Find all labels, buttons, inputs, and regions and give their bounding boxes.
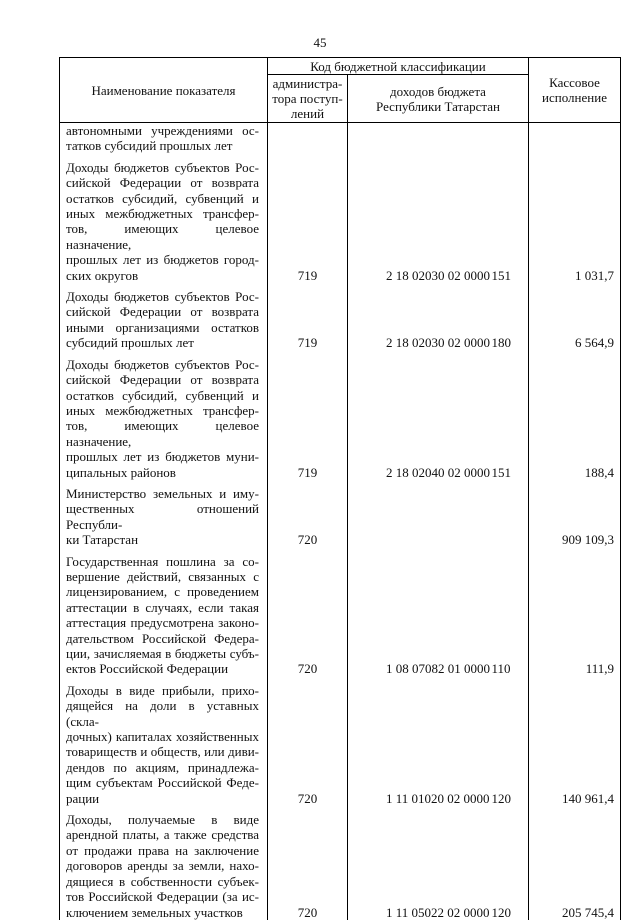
page-number: 45 (313, 35, 327, 50)
execution-amount: 909 109,3 (529, 480, 621, 548)
table-row (60, 806, 621, 920)
income-subcode (478, 480, 529, 548)
admin-code: 720 (268, 806, 348, 920)
income-code: 1 11 01020 02 0000 (348, 677, 478, 806)
header-execution: Кассовое исполнение (529, 58, 621, 123)
admin-code: 720 (268, 677, 348, 806)
table-row (60, 351, 621, 480)
income-code: 2 18 02030 02 0000 (348, 154, 478, 283)
execution-amount: 188,4 (529, 351, 621, 480)
table-body (60, 123, 621, 920)
indicator-name: Доходы, получаемые в виде арендной платы, а также средства от продажи права на заключение договоров аренды за земли, нахо- дящиеся в собственности субъек- тов Российской Федерации (за ис- ключением земельных участков (60, 806, 268, 920)
table-row (60, 480, 621, 548)
execution-amount: 205 745,4 (529, 806, 621, 920)
table-row (60, 283, 621, 351)
indicator-name: автономными учреждениями ос- татков субсидий прошлых лет (60, 123, 268, 154)
income-code (348, 123, 478, 154)
admin-code: 720 (268, 480, 348, 548)
admin-code: 719 (268, 283, 348, 351)
income-code: 1 08 07082 01 0000 (348, 548, 478, 677)
execution-amount: 140 961,4 (529, 677, 621, 806)
income-subcode: 180 (478, 283, 529, 351)
execution-amount: 111,9 (529, 548, 621, 677)
indicator-name: Министерство земельных и иму- щественных отношений Республи- ки Татарстан (60, 480, 268, 548)
indicator-name: Доходы бюджетов субъектов Рос- сийской Федерации от возврата остатков субсидий, субвенций и иных межбюджетных трансфер- тов, имеющих целевое назначение, прошлых лет из бюджетов муни- ципальных районов (60, 351, 268, 480)
revenue-table (59, 57, 621, 920)
table-row (60, 548, 621, 677)
income-subcode: 110 (478, 548, 529, 677)
income-code (348, 480, 478, 548)
admin-code: 719 (268, 351, 348, 480)
indicator-name: Доходы бюджетов субъектов Рос- сийской Федерации от возврата иными организациями остатков субсидий прошлых лет (60, 283, 268, 351)
admin-code: 719 (268, 154, 348, 283)
admin-code: 720 (268, 548, 348, 677)
table-row (60, 123, 621, 154)
indicator-name: Доходы бюджетов субъектов Рос- сийской Федерации от возврата остатков субсидий, субвенций и иных межбюджетных трансфер- тов, имеющих целевое назначение, прошлых лет из бюджетов город- ских округов (60, 154, 268, 283)
income-code: 2 18 02040 02 0000 (348, 351, 478, 480)
execution-amount: 6 564,9 (529, 283, 621, 351)
income-code: 1 11 05022 02 0000 (348, 806, 478, 920)
table-row (60, 677, 621, 806)
table-row (60, 154, 621, 283)
income-subcode: 120 (478, 677, 529, 806)
income-code: 2 18 02030 02 0000 (348, 283, 478, 351)
header-indicator-name: Наименование показателя (60, 58, 268, 123)
income-subcode: 151 (478, 351, 529, 480)
income-subcode: 151 (478, 154, 529, 283)
income-subcode (478, 123, 529, 154)
header-budget-code: Код бюджетной классификации (268, 58, 529, 75)
header-income: доходов бюджета Республики Татарстан (348, 75, 529, 123)
indicator-name: Государственная пошлина за со- вершение действий, связанных с лицензированием, с проведением аттестации в случаях, если такая аттестация предусмотрена законо- дательством Российской Федера- ции, зачисляемая в бюджеты субъ- ектов Российской Федерации (60, 548, 268, 677)
execution-amount: 1 031,7 (529, 154, 621, 283)
admin-code (268, 123, 348, 154)
income-subcode: 120 (478, 806, 529, 920)
execution-amount (529, 123, 621, 154)
indicator-name: Доходы в виде прибыли, прихо- дящейся на доли в уставных (скла- дочных) капиталах хозяйственных товариществ и обществ, или диви- дендов по акциям, принадлежа- щим субъектам Российской Феде- рации (60, 677, 268, 806)
header-admin: администра- тора поступ- лений (268, 75, 348, 123)
document-page (59, 57, 620, 920)
